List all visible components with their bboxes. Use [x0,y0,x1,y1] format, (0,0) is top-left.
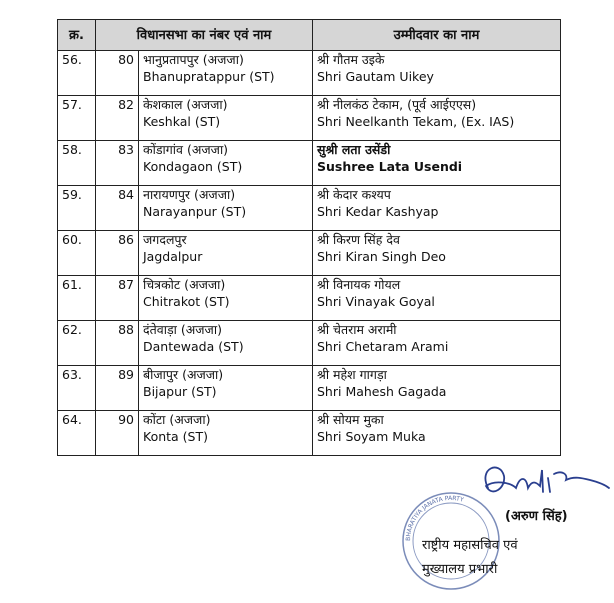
candidate-name [313,321,561,366]
constituency-name-hindi: भानुप्रतापपुर (अजजा) [143,52,244,67]
constituency-number: 84 [96,186,139,231]
serial-number: 62. [58,321,96,366]
candidate-name-english: Shri Kedar Kashyap [317,204,439,219]
candidate-name-hindi: श्री महेश गागड़ा [317,367,387,382]
constituency-name-hindi: दंतेवाड़ा (अजजा) [143,322,222,337]
constituency-name-english: Jagdalpur [143,249,203,264]
serial-number: 63. [58,366,96,411]
constituency-name [139,411,313,456]
constituency-number: 82 [96,96,139,141]
signatory-designation [422,534,518,582]
candidate-name-hindi: श्री नीलकंठ टेकाम, (पूर्व आईएएस) [317,97,477,112]
constituency-name-hindi: नारायणपुर (अजजा) [143,187,236,202]
constituency-name-hindi: कोंडागांव (अजजा) [143,142,229,157]
serial-number: 57. [58,96,96,141]
seal-text: BHARATIYA JANATA PARTY [404,494,465,542]
designation-line-1: राष्ट्रीय महासचिव एवं [422,538,518,553]
candidate-name [313,411,561,456]
candidate-name-hindi: सुश्री लता उसेंडी [317,142,391,157]
candidate-name [313,51,561,96]
candidate-table [57,19,561,456]
serial-number: 60. [58,231,96,276]
constituency-number: 88 [96,321,139,366]
constituency-name [139,141,313,186]
candidate-name [313,96,561,141]
constituency-number: 90 [96,411,139,456]
table-row [58,186,561,231]
constituency-name-english: Narayanpur (ST) [143,204,247,219]
serial-number: 59. [58,186,96,231]
constituency-name [139,321,313,366]
candidate-name-english: Shri Chetaram Arami [317,339,449,354]
constituency-name [139,231,313,276]
constituency-name-hindi: चित्रकोट (अजजा) [143,277,226,292]
candidate-name [313,366,561,411]
candidate-name-english: Shri Kiran Singh Deo [317,249,446,264]
serial-number: 64. [58,411,96,456]
table-header-row [58,20,561,51]
header-constituency: विधानसभा का नंबर एवं नाम [96,20,313,51]
constituency-name [139,51,313,96]
constituency-name [139,366,313,411]
table-row [58,51,561,96]
candidate-name [313,231,561,276]
candidate-name [313,276,561,321]
candidate-name-hindi: श्री किरण सिंह देव [317,232,400,247]
candidate-name-hindi: श्री चेतराम अरामी [317,322,397,337]
candidate-name [313,186,561,231]
candidate-name-english: Shri Vinayak Goyal [317,294,435,309]
candidate-name-english: Shri Soyam Muka [317,429,426,444]
candidate-name-english: Sushree Lata Usendi [317,159,463,174]
serial-number: 56. [58,51,96,96]
candidate-name-hindi: श्री विनायक गोयल [317,277,401,292]
constituency-number: 89 [96,366,139,411]
constituency-name-english: Keshkal (ST) [143,114,221,129]
table-row [58,96,561,141]
constituency-number: 87 [96,276,139,321]
constituency-name-english: Konta (ST) [143,429,209,444]
candidate-name-hindi: श्री गौतम उइके [317,52,385,67]
header-candidate: उम्मीदवार का नाम [313,20,561,51]
constituency-name-english: Bijapur (ST) [143,384,217,399]
candidate-name-english: Shri Gautam Uikey [317,69,434,84]
serial-number: 58. [58,141,96,186]
constituency-name-english: Kondagaon (ST) [143,159,243,174]
handwritten-signature [470,458,610,508]
candidate-name-hindi: श्री केदार कश्यप [317,187,391,202]
candidate-name [313,141,561,186]
header-serial: क्र. [58,20,96,51]
designation-line-2: मुख्यालय प्रभारी [422,562,498,577]
constituency-number: 86 [96,231,139,276]
constituency-number: 83 [96,141,139,186]
constituency-name-hindi: जगदलपुर [143,232,187,247]
constituency-name-english: Bhanupratappur (ST) [143,69,275,84]
constituency-name [139,276,313,321]
constituency-name [139,186,313,231]
table-row [58,411,561,456]
candidate-name-english: Shri Mahesh Gagada [317,384,447,399]
constituency-name-hindi: कोंटा (अजजा) [143,412,211,427]
constituency-name-english: Chitrakot (ST) [143,294,230,309]
serial-number: 61. [58,276,96,321]
table-row [58,231,561,276]
signature-block [400,458,610,598]
table-row [58,276,561,321]
table-row [58,141,561,186]
candidate-name-hindi: श्री सोयम मुका [317,412,384,427]
constituency-number: 80 [96,51,139,96]
constituency-name-hindi: बीजापुर (अजजा) [143,367,224,382]
constituency-name-english: Dantewada (ST) [143,339,244,354]
signatory-name: (अरुण सिंह) [505,509,568,524]
candidate-name-english: Shri Neelkanth Tekam, (Ex. IAS) [317,114,515,129]
table-row [58,321,561,366]
constituency-name-hindi: केशकाल (अजजा) [143,97,228,112]
constituency-name [139,96,313,141]
table-row [58,366,561,411]
